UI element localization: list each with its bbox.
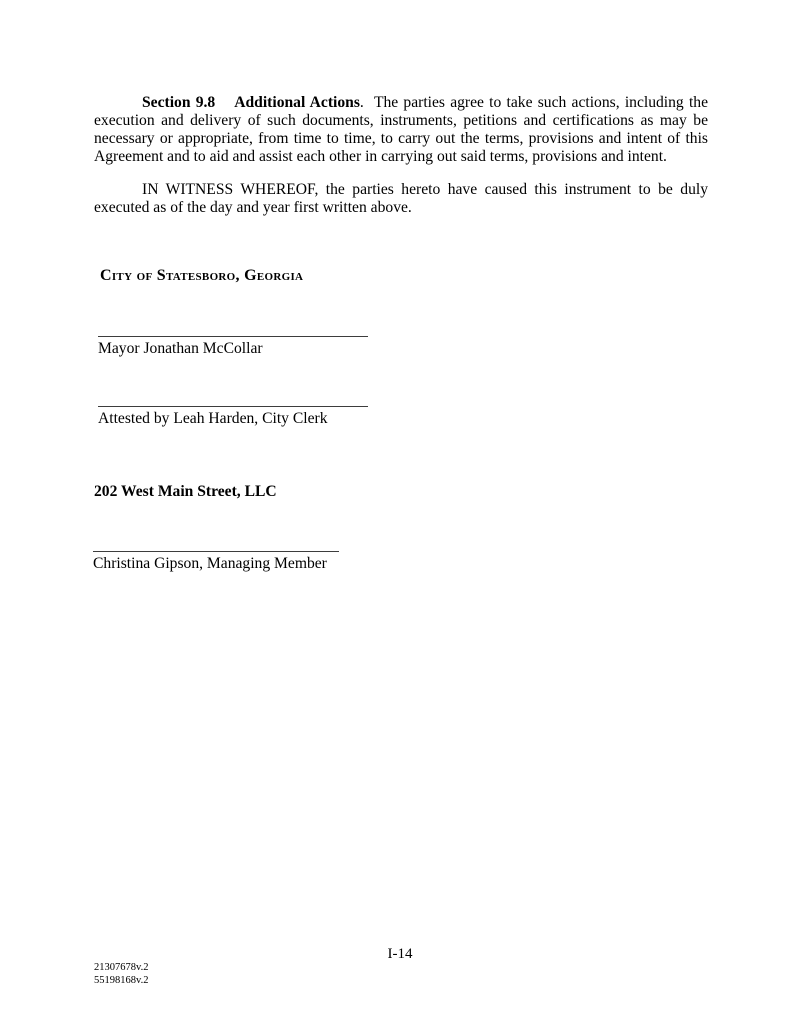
signature-label-clerk: Attested by Leah Harden, City Clerk: [98, 410, 328, 427]
signature-label-mayor: Mayor Jonathan McCollar: [98, 340, 263, 357]
page-number: I-14: [387, 946, 413, 962]
document-id-2: 55198168v.2: [94, 975, 149, 986]
signature-block-clerk: [98, 406, 368, 428]
document-id-block: [94, 961, 148, 987]
section-title: Additional Actions: [234, 94, 360, 111]
signatory-city-name: City of Statesboro, Georgia: [100, 267, 304, 284]
section-body-text: . The parties agree to take such actions, including the execution and delivery of such documents, instruments, petitions and certifications as may be necessary or appropriate, from time to time, to carry out the terms, provisions and intent of this Agreement and to aid and assist each other in carrying out said terms, provisions and intent.: [94, 94, 708, 165]
signature-label-member: Christina Gipson, Managing Member: [93, 555, 327, 572]
signature-block-member: [93, 551, 339, 573]
signatory-llc-name: 202 West Main Street, LLC: [94, 483, 277, 500]
section-9-8-paragraph: [94, 94, 708, 166]
signature-block-mayor: [98, 336, 368, 358]
witness-paragraph: IN WITNESS WHEREOF, the parties hereto have caused this instrument to be duly executed as of the day and year first written above.: [94, 181, 708, 216]
section-number: Section 9.8: [142, 94, 216, 111]
document-id-1: 21307678v.2: [94, 962, 149, 973]
